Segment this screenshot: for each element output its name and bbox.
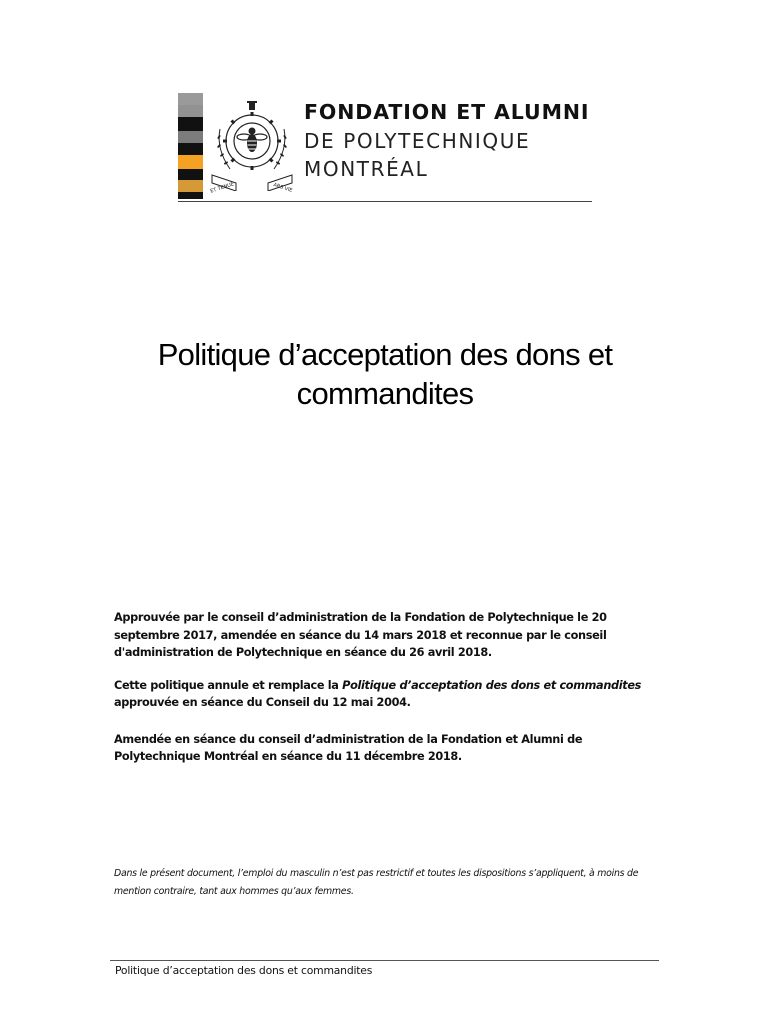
footer-title: Politique d’acceptation des dons et commandites <box>115 964 373 977</box>
logo-stripe-dotted-orange <box>178 180 203 192</box>
logo-stripes <box>178 93 203 199</box>
logo-stripe-dotted <box>178 105 203 117</box>
logo-stripe-black <box>178 143 203 155</box>
seal-ribbon-right-text: ARS VIE <box>272 182 294 194</box>
logo-line-2: DE POLYTECHNIQUE <box>304 128 531 153</box>
approval-paragraph: Approuvée par le conseil d’administration de la Fondation de Polytechnique le 20 septembre 2017, amendée en séance du 14 mars 2018 et reconnue par le conseil d'administration de Polytechnique en séance du 26 avril 2018. <box>114 611 607 659</box>
logo-stripe-black <box>178 117 203 131</box>
logo-line-3: MONTRÉAL <box>304 156 429 181</box>
replaced-policy-title: Politique d’acceptation des dons et commandites <box>342 678 642 692</box>
logo-stripe-grey <box>178 93 203 105</box>
polytechnique-seal-icon <box>206 99 298 191</box>
footer-rule <box>110 960 659 961</box>
replacement-paragraph <box>114 677 664 712</box>
replacement-text-end: approuvée en séance du Conseil du 12 mai 2004. <box>114 696 411 709</box>
logo-stripe-orange <box>178 155 203 169</box>
replacement-text-start: Cette politique annule et remplace la <box>114 678 343 692</box>
logo-stripe-black <box>178 169 203 180</box>
logo-stripe-black <box>178 192 203 199</box>
foundation-logo <box>178 93 592 203</box>
logo-stripe-dotted <box>178 131 203 143</box>
logo-line-1: FONDATION ET ALUMNI <box>304 100 590 124</box>
document-title-line-1: Politique d’acceptation des dons et <box>157 337 613 372</box>
amendment-paragraph: Amendée en séance du conseil d’administration de la Fondation et Alumni de Polytechnique Montréal en séance du 11 décembre 2018. <box>114 732 583 763</box>
logo-wordmark <box>304 102 589 179</box>
gender-note: Dans le présent document, l’emploi du masculin n’est pas restrictif et toutes les dispositions s’appliquent, à moins de mention contraire, tant aux hommes qu’aux femmes. <box>114 868 639 897</box>
seal-ribbon-left-text: ET TENUE <box>209 181 235 195</box>
document-title-line-2: commandites <box>296 376 474 411</box>
document-title <box>80 335 690 413</box>
logo-underline <box>178 201 592 202</box>
approval-notes <box>114 609 664 766</box>
